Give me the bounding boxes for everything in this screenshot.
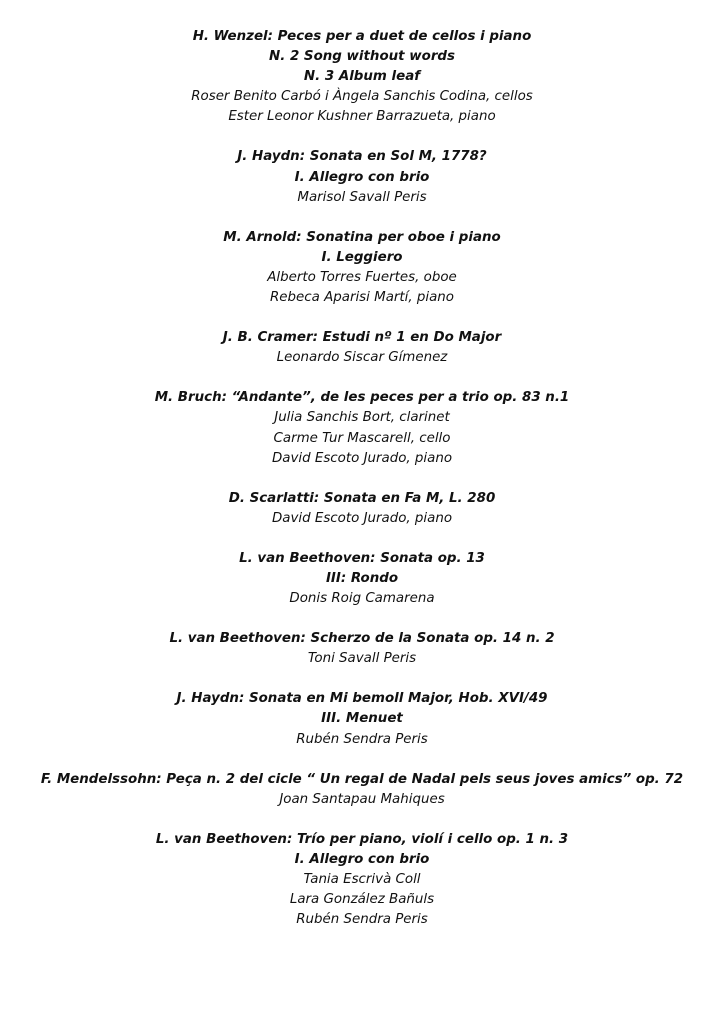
piece-title: H. Wenzel: Peces per a duet de cellos i piano [192,29,532,44]
movement-title: N. 2 Song without words [269,49,455,65]
movement-title: I. Allegro con brio [294,169,430,185]
program-piece [0,228,724,308]
piece-title: J. Haydn: Sonata en Sol M, 1778? [237,149,487,165]
concert-program [0,27,724,930]
performer-name: Roser Benito Carbó i Àngela Sanchis Codina, cellos [191,89,533,105]
piece-title: L. van Beethoven: Sonata op. 13 [239,550,485,566]
movement-title: III: Rondo [325,570,399,586]
program-piece [0,27,724,127]
movement-title: N. 3 Album leaf [303,69,421,85]
performer-name: Ester Leonor Kushner Barrazueta, piano [228,109,496,125]
performer-name: Julia Sanchis Bort, clarinet [274,410,450,426]
performer-name: Toni Savall Peris [307,651,417,667]
performer-name: Donis Roig Camarena [289,591,435,607]
piece-title: F. Mendelssohn: Peça n. 2 del cicle “ Un regal de Nadal pels seus joves amics” op. 72 [40,771,684,787]
movement-title: I. Leggiero [321,249,403,265]
piece-title: L. van Beethoven: Scherzo de la Sonata op. 14 n. 2 [169,631,555,647]
piece-title: M. Arnold: Sonatina per oboe i piano [223,229,501,245]
program-piece [0,689,724,749]
performer-name: Lara González Bañuls [289,892,435,908]
performer-name: Rebeca Aparisi Martí, piano [269,290,454,306]
piece-title: D. Scarlatti: Sonata en Fa M, L. 280 [228,490,496,506]
program-piece [0,489,724,529]
performer-name: Carme Tur Mascarell, cello [273,430,451,446]
performer-name: Marisol Savall Peris [297,189,427,205]
performer-name: Rubén Sendra Peris [296,912,428,928]
performer-name: Joan Santapau Mahiques [279,791,445,807]
performer-name: David Escoto Jurado, piano [271,450,453,466]
performer-name: Tania Escrivà Coll [303,872,421,887]
program-piece [0,388,724,468]
program-piece [0,830,724,930]
program-piece [0,629,724,669]
program-piece [0,328,724,368]
performer-name: David Escoto Jurado, piano [271,510,453,526]
performer-name: Rubén Sendra Peris [296,731,428,747]
program-piece [0,770,724,810]
performer-name: Alberto Torres Fuertes, oboe [267,269,457,285]
movement-title: III. Menuet [321,711,403,727]
piece-title: J. B. Cramer: Estudi nº 1 en Do Major [222,330,502,346]
program-piece [0,549,724,609]
program-piece [0,147,724,207]
performer-name: Leonardo Siscar Gímenez [276,350,448,366]
movement-title: I. Allegro con brio [294,851,430,867]
piece-title: L. van Beethoven: Trío per piano, violí i cello op. 1 n. 3 [155,831,569,847]
piece-title: M. Bruch: “Andante”, de les peces per a trio op. 83 n.1 [154,390,570,406]
piece-title: J. Haydn: Sonata en Mi bemoll Major, Hob. XVI/49 [176,691,548,707]
